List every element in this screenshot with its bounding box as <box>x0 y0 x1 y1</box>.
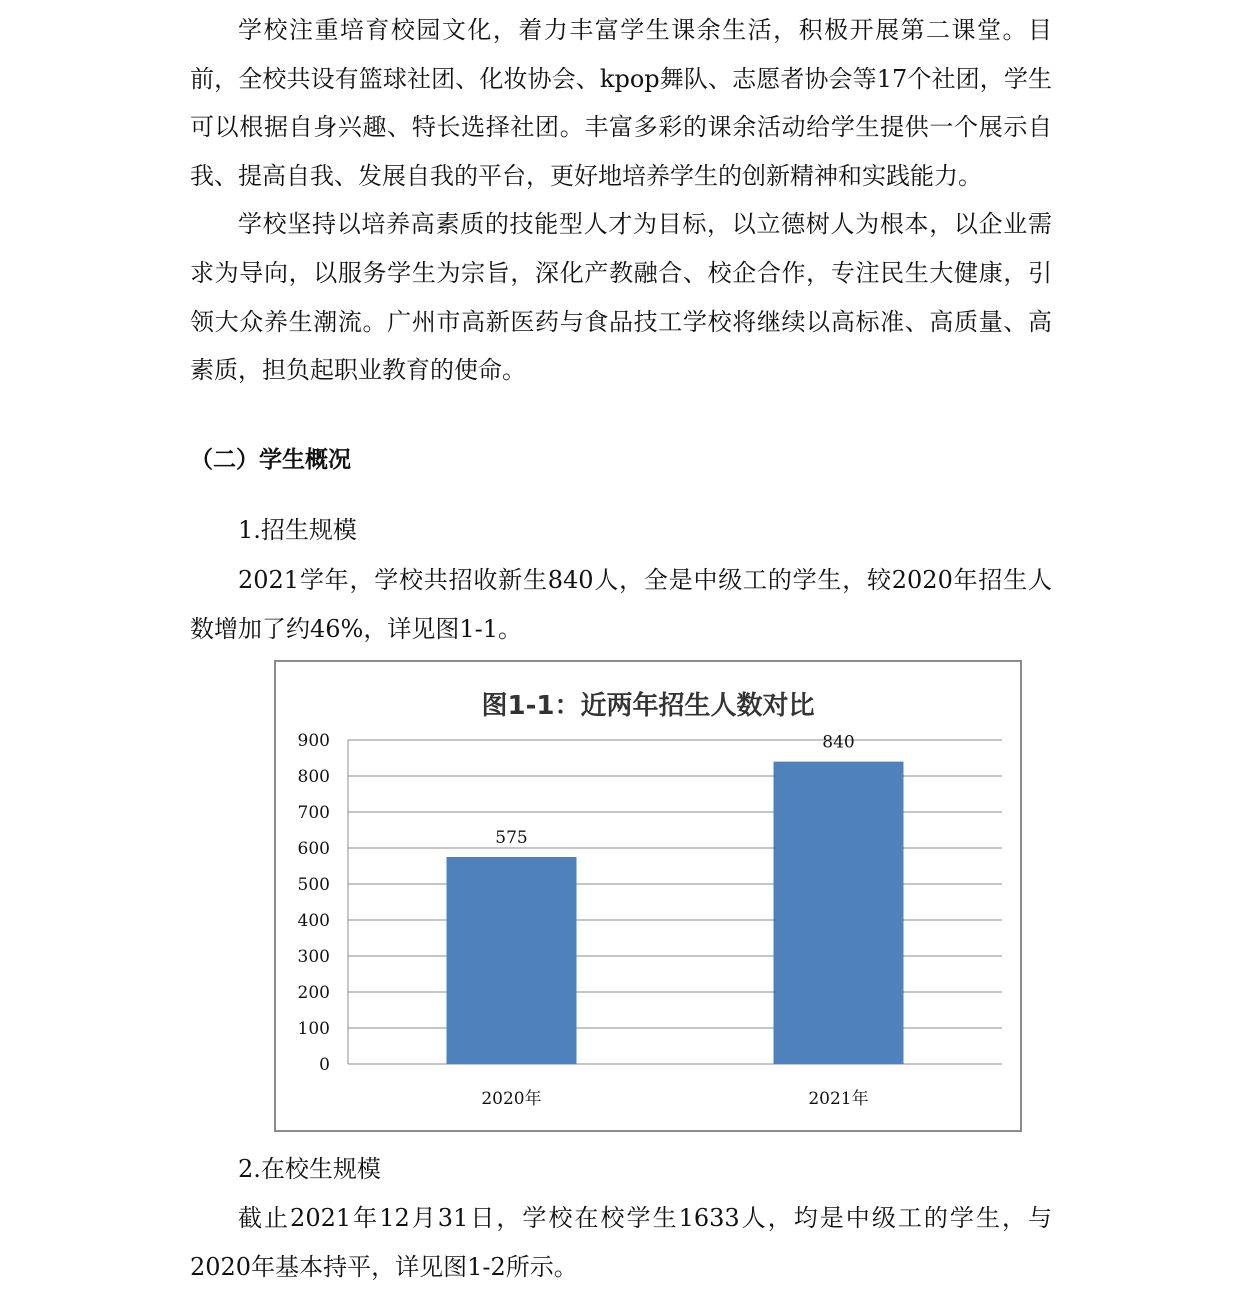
intro-text-block <box>190 6 1052 395</box>
y-tick-label: 500 <box>297 875 330 895</box>
data-label: 575 <box>495 828 528 848</box>
paragraph-campus-culture: 学校注重培育校园文化，着力丰富学生课余生活，积极开展第二课堂。目前，全校共设有篮球社团、化妆协会、kpop舞队、志愿者协会等17个社团，学生可以根据自身兴趣、特长选择社团。丰富多彩的课余活动给学生提供一个展示自我、提高自我、发展自我的平台，更好地培养学生的创新精神和实践能力。 <box>190 16 1052 190</box>
x-tick-label: 2020年 <box>481 1089 542 1109</box>
paragraph-school-mission: 学校坚持以培养高素质的技能型人才为目标，以立德树人为根本，以企业需求为导向，以服务学生为宗旨，深化产教融合、校企合作，专注民生大健康，引领大众养生潮流。广州市高新医药与食品技工学校将继续以高标准、高质量、高素质，担负起职业教育的使命。 <box>190 210 1052 385</box>
chart-x-axis <box>481 1088 868 1109</box>
y-tick-label: 200 <box>297 983 330 1003</box>
paragraph-enrollment: 2021学年，学校共招收新生840人，全是中级工的学生，较2020年招生人数增加了约46%，详见图1-1。 <box>190 566 1052 643</box>
subheading-student-scale: 2.在校生规模 <box>238 1155 381 1183</box>
bar-2020年 <box>447 857 577 1064</box>
y-tick-label: 800 <box>297 767 330 787</box>
section-heading-student-overview: （二）学生概况 <box>190 447 351 473</box>
paragraph-students: 截止2021年12月31日，学校在校学生1633人，均是中级工的学生，与2020年基本持平，详见图1-2所示。 <box>190 1204 1052 1281</box>
students-text-block <box>190 1194 1052 1291</box>
data-label: 840 <box>822 732 855 753</box>
enrollment-chart <box>274 660 1022 1132</box>
chart-y-axis <box>298 731 330 1075</box>
y-tick-label: 400 <box>297 911 330 931</box>
enrollment-bar-chart <box>276 662 1020 1130</box>
subheading-enrollment-scale: 1.招生规模 <box>238 516 357 544</box>
y-tick-label: 100 <box>297 1019 330 1039</box>
y-tick-label: 0 <box>319 1055 330 1075</box>
chart-bars <box>447 762 904 1064</box>
y-tick-label: 300 <box>297 947 330 967</box>
bar-2021年 <box>774 762 904 1064</box>
y-tick-label: 900 <box>297 731 330 751</box>
chart-title: 图1-1：近两年招生人数对比 <box>481 691 815 721</box>
enrollment-text-block <box>190 556 1052 653</box>
y-tick-label: 600 <box>297 839 330 859</box>
y-tick-label: 700 <box>297 803 330 823</box>
x-tick-label: 2021年 <box>808 1089 869 1109</box>
chart-gridlines <box>348 740 1002 1064</box>
